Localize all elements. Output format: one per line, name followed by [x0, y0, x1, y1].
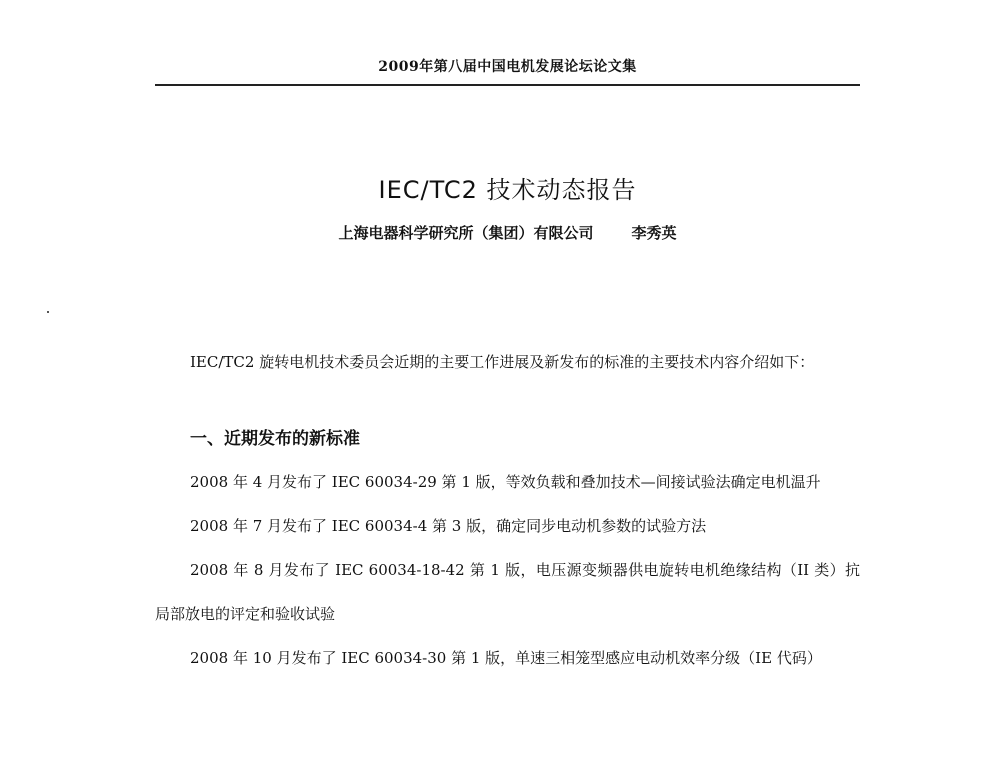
section-heading: 一、近期发布的新标准 — [190, 429, 360, 449]
scan-speck — [47, 311, 49, 313]
list-item: 2008 年 10 月发布了 IEC 60034-30 第 1 版，单速三相笼型感应电动机效率分级（IE 代码） — [190, 649, 822, 667]
running-header: 2009年第八届中国电机发展论坛论文集 — [378, 59, 637, 75]
byline — [155, 222, 860, 243]
author: 李秀英 — [631, 224, 677, 242]
list-item: 2008 年 7 月发布了 IEC 60034-4 第 3 版，确定同步电动机参数的试验方法 — [190, 517, 707, 535]
intro-paragraph: IEC/TC2 旋转电机技术委员会近期的主要工作进展及新发布的标准的主要技术内容介绍如下： — [190, 353, 815, 371]
affiliation: 上海电器科学研究所（集团）有限公司 — [338, 224, 594, 242]
standards-list — [155, 460, 860, 680]
paper-title: IEC/TC2 技术动态报告 — [378, 176, 637, 204]
list-item: 2008 年 8 月发布了 IEC 60034-18-42 第 1 版，电压源变频器供电旋转电机绝缘结构（II 类）抗局部放电的评定和验收试验 — [155, 561, 860, 623]
header-rule — [155, 84, 860, 86]
list-item: 2008 年 4 月发布了 IEC 60034-29 第 1 版，等效负载和叠加技术—间接试验法确定电机温升 — [190, 473, 821, 491]
